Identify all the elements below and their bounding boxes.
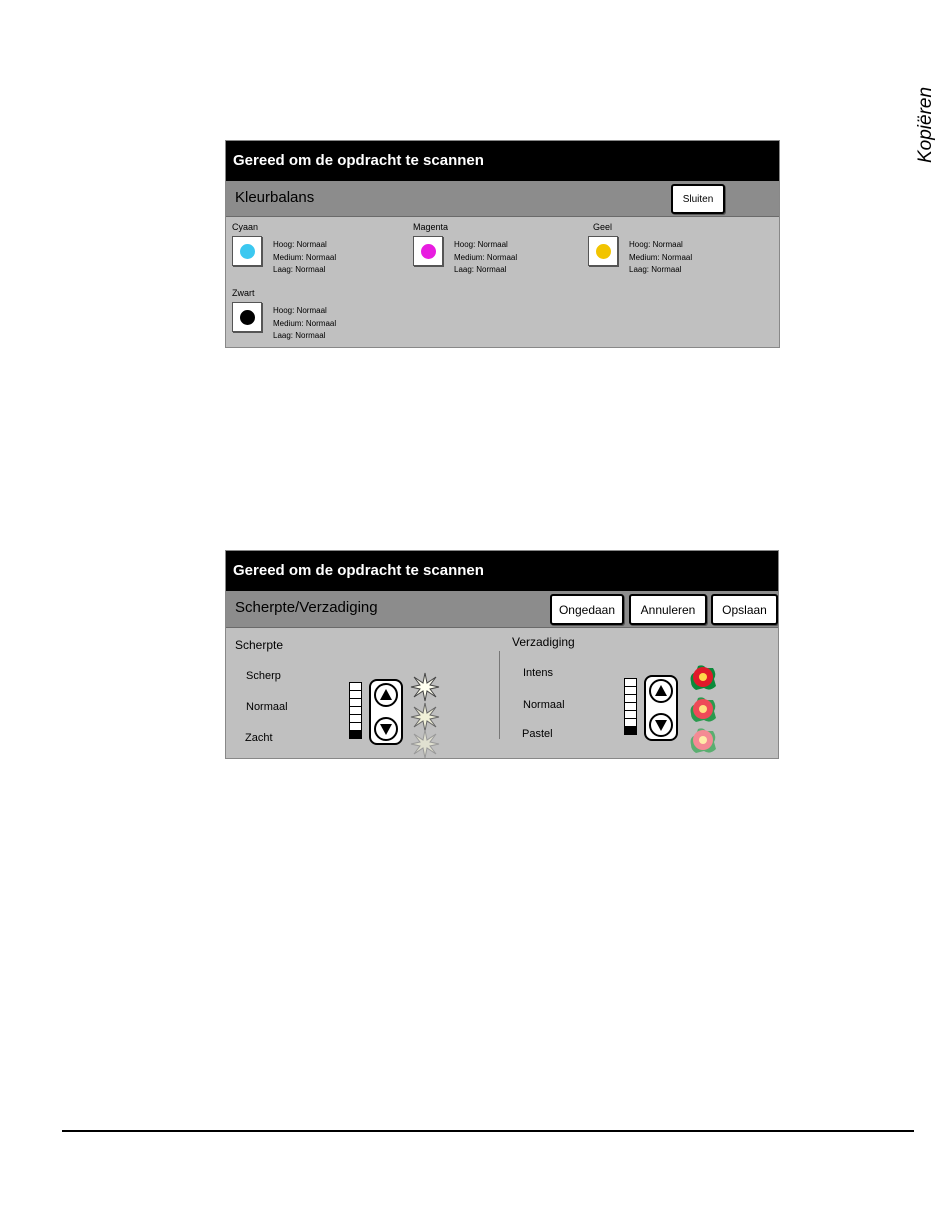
arrow-up-icon — [380, 689, 392, 700]
page-bottom-rule — [62, 1130, 914, 1132]
saturation-level-meter — [624, 678, 637, 735]
color-item-cyan — [232, 222, 392, 272]
meter-segment — [349, 714, 362, 722]
meter-segment — [624, 710, 637, 718]
sharpness-down-button[interactable] — [374, 717, 398, 741]
level-high: Hoog: Normaal — [273, 240, 327, 249]
meter-segment — [624, 678, 637, 686]
saturation-title: Verzadiging — [512, 635, 575, 649]
saturation-level-high: Intens — [523, 667, 553, 679]
color-item-yellow — [588, 222, 748, 272]
cyan-dot-icon — [240, 244, 255, 259]
color-name: Magenta — [413, 222, 449, 232]
color-levels — [273, 239, 336, 277]
undo-button[interactable]: Ongedaan — [550, 594, 624, 625]
meter-segment-filled — [624, 726, 637, 735]
level-medium: Medium: Normaal — [273, 318, 337, 328]
sharpness-saturation-screen — [225, 550, 779, 759]
yellow-swatch-button[interactable] — [588, 236, 618, 266]
level-low: Laag: Normaal — [454, 265, 507, 274]
sharpness-level-low: Zacht — [245, 732, 273, 744]
meter-segment — [349, 682, 362, 690]
section-divider — [499, 651, 500, 739]
level-medium: Medium: Normaal — [454, 252, 518, 262]
color-balance-screen — [225, 140, 780, 348]
sharpness-stepper — [369, 679, 403, 745]
meter-segment-filled — [349, 730, 362, 739]
close-button[interactable]: Sluiten — [671, 184, 725, 214]
flower-icon — [688, 694, 718, 724]
magenta-dot-icon — [421, 244, 436, 259]
color-item-magenta — [413, 222, 573, 272]
meter-segment — [624, 718, 637, 726]
color-item-black — [232, 288, 392, 338]
black-dot-icon — [240, 310, 255, 325]
side-tab-label: Kopiëren — [915, 86, 936, 164]
color-levels — [273, 305, 336, 343]
screen-title: Kleurbalans — [235, 189, 315, 206]
level-low: Laag: Normaal — [629, 265, 682, 274]
meter-segment — [624, 686, 637, 694]
color-levels — [629, 239, 692, 277]
color-name: Cyaan — [232, 222, 259, 232]
starburst-icon — [410, 702, 440, 732]
level-low: Laag: Normaal — [273, 331, 326, 340]
status-title: Gereed om de opdracht te scannen — [226, 141, 779, 181]
sharpness-level-meter — [349, 682, 362, 739]
status-title: Gereed om de opdracht te scannen — [226, 551, 778, 591]
level-medium: Medium: Normaal — [273, 252, 337, 262]
meter-segment — [349, 690, 362, 698]
yellow-dot-icon — [596, 244, 611, 259]
screen-title: Scherpte/Verzadiging — [235, 599, 378, 616]
magenta-swatch-button[interactable] — [413, 236, 443, 266]
flower-icon — [688, 662, 718, 692]
level-low: Laag: Normaal — [273, 265, 326, 274]
meter-segment — [349, 698, 362, 706]
arrow-up-icon — [655, 685, 667, 696]
starburst-icon — [410, 729, 440, 759]
flower-icon — [688, 725, 718, 755]
sharpness-title: Scherpte — [235, 638, 284, 652]
black-swatch-button[interactable] — [232, 302, 262, 332]
level-high: Hoog: Normaal — [629, 240, 683, 249]
meter-segment — [349, 706, 362, 714]
color-name: Geel — [593, 222, 613, 232]
side-tab — [906, 70, 946, 180]
level-high: Hoog: Normaal — [273, 306, 327, 315]
screen-header — [226, 181, 779, 217]
level-high: Hoog: Normaal — [454, 240, 508, 249]
meter-segment — [624, 694, 637, 702]
saturation-level-normal: Normaal — [523, 699, 565, 711]
screen-header — [226, 591, 778, 628]
cyan-swatch-button[interactable] — [232, 236, 262, 266]
arrow-down-icon — [380, 724, 392, 735]
sharpness-level-high: Scherp — [246, 670, 281, 682]
color-name: Zwart — [232, 288, 255, 298]
level-medium: Medium: Normaal — [629, 252, 693, 262]
sharpness-up-button[interactable] — [374, 683, 398, 707]
meter-segment — [624, 702, 637, 710]
meter-segment — [349, 722, 362, 730]
sharpness-level-normal: Normaal — [246, 701, 288, 713]
saturation-up-button[interactable] — [649, 679, 673, 703]
save-button[interactable]: Opslaan — [711, 594, 778, 625]
saturation-down-button[interactable] — [649, 713, 673, 737]
cancel-button[interactable]: Annuleren — [629, 594, 707, 625]
color-levels — [454, 239, 517, 277]
arrow-down-icon — [655, 720, 667, 731]
saturation-level-low: Pastel — [522, 728, 553, 740]
starburst-icon — [410, 672, 440, 702]
saturation-stepper — [644, 675, 678, 741]
